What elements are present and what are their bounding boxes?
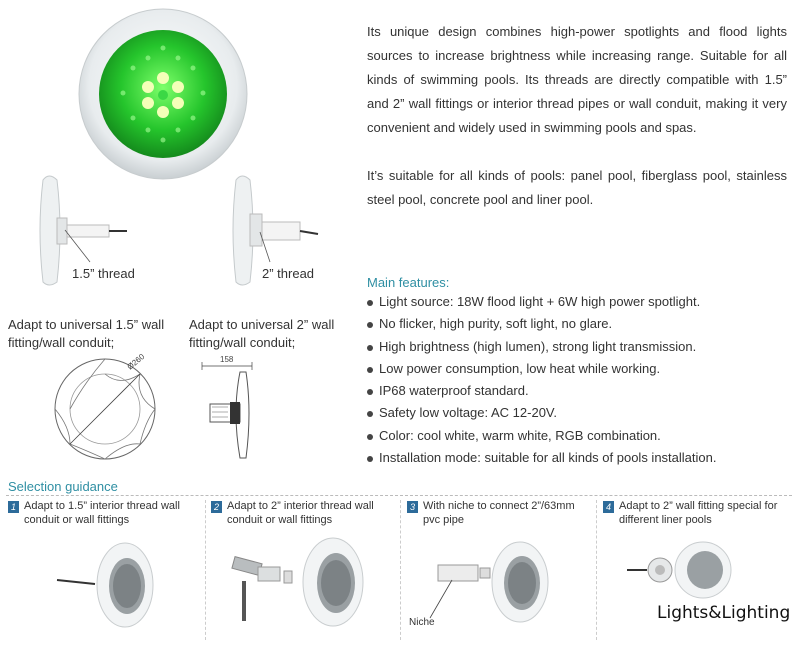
card-text: Adapt to 2” interior thread wall conduit or wall fittings [227,500,374,526]
divider [205,500,206,640]
adapt-label-1-5: Adapt to universal 1.5” wall fitting/wall conduit; [8,317,165,350]
selection-guidance-title: Selection guidance [8,479,118,494]
step-badge: 4 [603,501,614,513]
feature-item: Light source: 18W flood light + 6W high power spotlight. [367,291,787,313]
feature-item: High brightness (high lumen), strong light transmission. [367,336,787,358]
selection-card-3 [407,499,597,527]
thread-label-2: 2” thread [262,266,315,281]
selection-card-4 [603,499,793,527]
selection-card-2 [211,499,401,527]
install-image-1 [55,540,155,630]
adapt-label-2: Adapt to universal 2” wall fitting/wall conduit; [189,317,335,350]
install-image-2 [228,535,368,630]
feature-item: IP68 waterproof standard. [367,380,787,402]
watermark-text: Lights&Lighting [657,603,791,623]
card-text: With niche to connect 2”/63mm pvc pipe [423,500,575,526]
divider [6,495,792,496]
thread-label-1-5: 1.5” thread [72,266,135,281]
description-para-2: It’s suitable for all kinds of pools: panel pool, fiberglass pool, stainless steel pool, concrete pool and liner pool. [367,168,787,207]
install-image-4 [625,540,735,600]
product-description [367,20,787,212]
card-text: Adapt to 2” wall fitting special for different liner pools [619,500,778,526]
side-view-drawing [192,352,262,464]
selection-card-1 [8,499,198,527]
feature-item: Color: cool white, warm white, RGB combination. [367,425,787,447]
step-badge: 3 [407,501,418,513]
front-view-drawing [50,352,160,464]
step-badge: 2 [211,501,222,513]
main-features-title: Main features: [367,275,450,290]
card-text: Adapt to 1.5” interior thread wall conduit or wall fittings [24,500,180,526]
install-image-3 [420,540,550,630]
feature-item: No flicker, high purity, soft light, no glare. [367,313,787,335]
pool-light-green-photo [78,8,248,180]
depth-label: 158 [220,355,234,364]
step-badge: 1 [8,501,19,513]
description-para-1: Its unique design combines high-power spotlights and flood lights sources to increase brightness while increasing range. Suitable for all kinds of swimming pools. Its threads are directly compatible with 1.5” and 2” wall fittings or interior thread pipes or wall conduit, making it very convenient and widely used in swimming pools and spas. [367,24,787,135]
feature-item: Installation mode: suitable for all kinds of pools installation. [367,447,787,469]
feature-item: Safety low voltage: AC 12-20V. [367,402,787,424]
niche-label: Niche [409,617,435,628]
feature-item: Low power consumption, low heat while working. [367,358,787,380]
main-features-list [367,291,787,469]
diameter-label: Ø260 [125,352,147,372]
